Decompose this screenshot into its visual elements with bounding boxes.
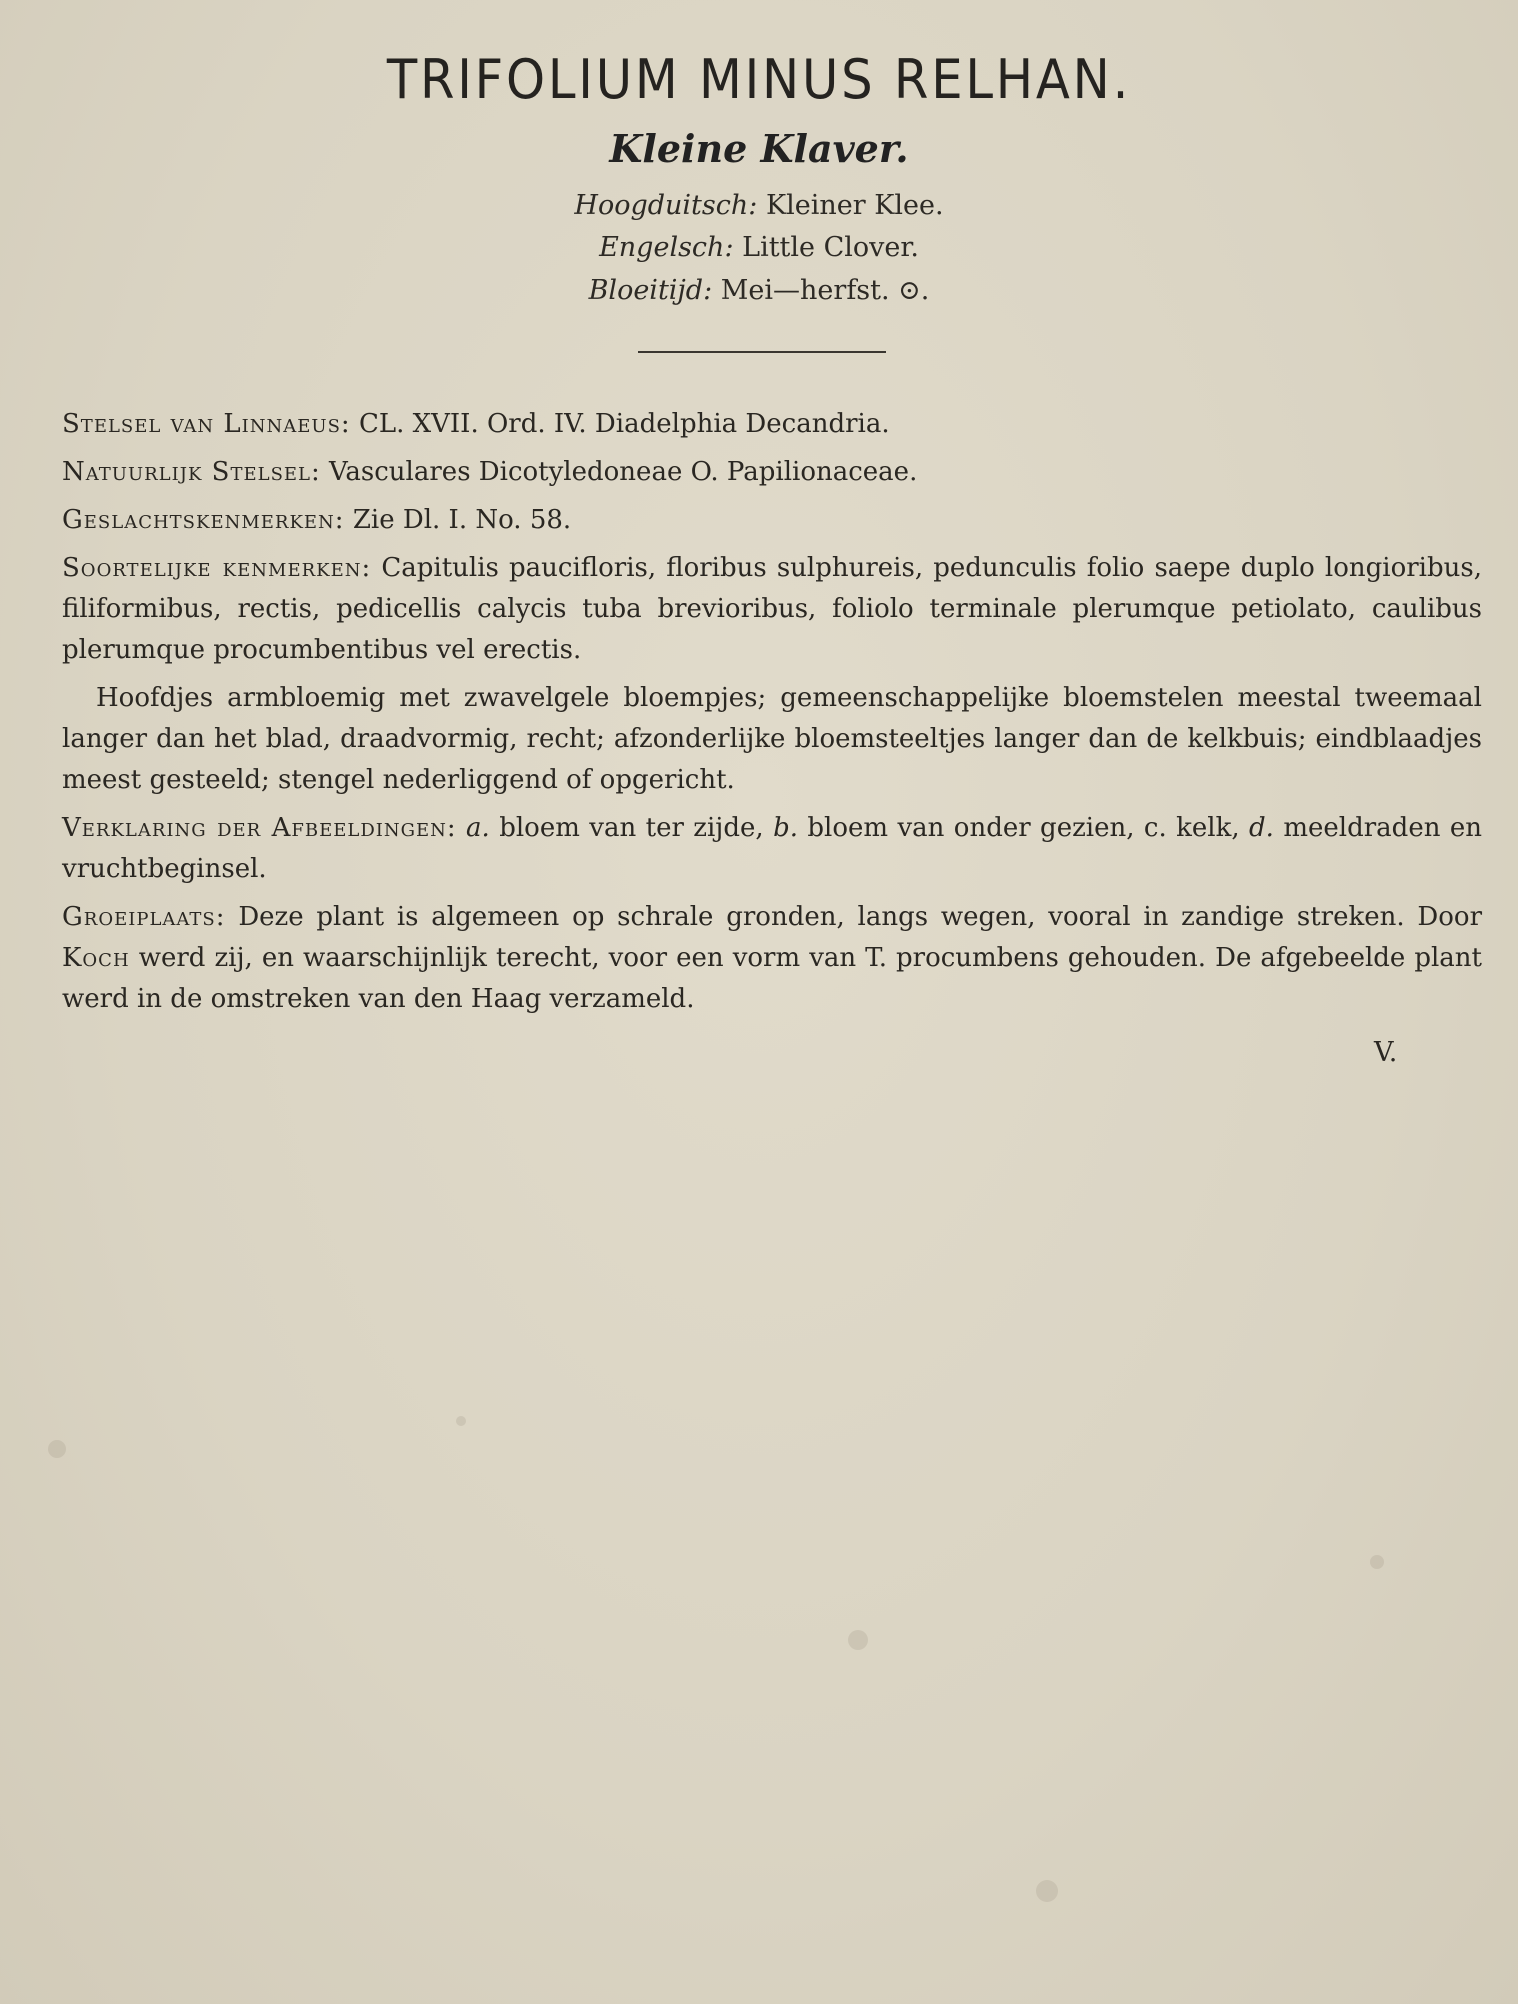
flowering-time-value: Mei—herfst. ⊙. — [720, 275, 930, 306]
linnaeus-system — [62, 404, 1482, 445]
section-text: Vasculares Dicotyledoneae O. Papilionaceae. — [329, 457, 918, 487]
common-name-english — [0, 232, 1518, 263]
section-text: Capitulis paucifloris, floribus sulphureis, pedunculis folio saepe duplo longioribus, filiformibus, rectis, pedicellis calycis tuba brevioribus, foliolo terminale plerumque petiolato, caulibus plerumque procumbentibus vel erectis. — [62, 553, 1482, 665]
common-name-value: Kleiner Klee. — [765, 190, 944, 221]
section-label: Groeiplaats: — [62, 902, 226, 932]
figure-letter-a: a. — [466, 813, 490, 843]
figure-letter-b: b. — [773, 813, 798, 843]
natural-system — [62, 452, 1482, 493]
paper-spot — [456, 1416, 466, 1426]
paper-spot — [48, 1440, 66, 1458]
flowering-time — [0, 275, 1518, 306]
flowering-time-label: Bloeitijd: — [588, 275, 713, 306]
section-label: Natuurlijk Stelsel: — [62, 457, 321, 487]
section-label: Soortelijke kenmerken: — [62, 553, 372, 583]
habitat — [62, 897, 1482, 1020]
common-name-german — [0, 190, 1518, 221]
section-text: CL. XVII. Ord. IV. Diadelphia Decandria. — [358, 409, 890, 439]
paper-spot — [1036, 1880, 1058, 1902]
paper-spot — [848, 1630, 868, 1650]
author-name: Koch — [62, 943, 130, 973]
section-label: Stelsel van Linnaeus: — [62, 409, 351, 439]
figure-text-a: bloem van ter zijde, — [499, 813, 764, 843]
species-description — [62, 678, 1482, 801]
signature: V. — [1374, 1037, 1398, 1068]
page-subtitle: Kleine Klaver. — [609, 126, 909, 171]
figure-text-d: meeldraden en vruchtbeginsel. — [62, 813, 1482, 884]
section-text: werd zij, en waarschijnlijk terecht, voor een vorm van T. procumbens gehouden. De afgebeelde plant werd in de omstreken van den Haag verzameld. — [62, 943, 1482, 1014]
figure-explanation — [62, 808, 1482, 890]
page-title: TRIFOLIUM MINUS RELHAN. — [386, 48, 1132, 111]
figure-letter-d: d. — [1249, 813, 1274, 843]
section-text: Zie Dl. I. No. 58. — [352, 505, 572, 535]
figure-text-b: bloem van onder gezien, — [807, 813, 1135, 843]
common-name-value: Little Clover. — [742, 232, 919, 263]
description-body — [62, 404, 1482, 1027]
section-label: Geslachtskenmerken: — [62, 505, 345, 535]
paper-spot — [1370, 1555, 1384, 1569]
common-name-label: Hoogduitsch: — [574, 190, 758, 221]
common-name-label: Engelsch: — [599, 232, 734, 263]
section-label: Verklaring der Afbeeldingen: — [62, 813, 457, 843]
divider — [638, 351, 886, 353]
figure-text-c: c. kelk, — [1143, 813, 1240, 843]
genus-characters — [62, 500, 1482, 541]
section-text: Deze plant is algemeen op schrale gronden, langs wegen, vooral in zandige streken. Door — [238, 902, 1483, 932]
section-text: Hoofdjes armbloemig met zwavelgele bloempjes; gemeenschappelijke bloemstelen meestal tweemaal langer dan het blad, draadvormig, recht; afzonderlijke bloemsteeltjes langer dan de kelkbuis; eindblaadjes meest gesteeld; stengel nederliggend of opgericht. — [62, 683, 1482, 795]
species-characters — [62, 548, 1482, 671]
